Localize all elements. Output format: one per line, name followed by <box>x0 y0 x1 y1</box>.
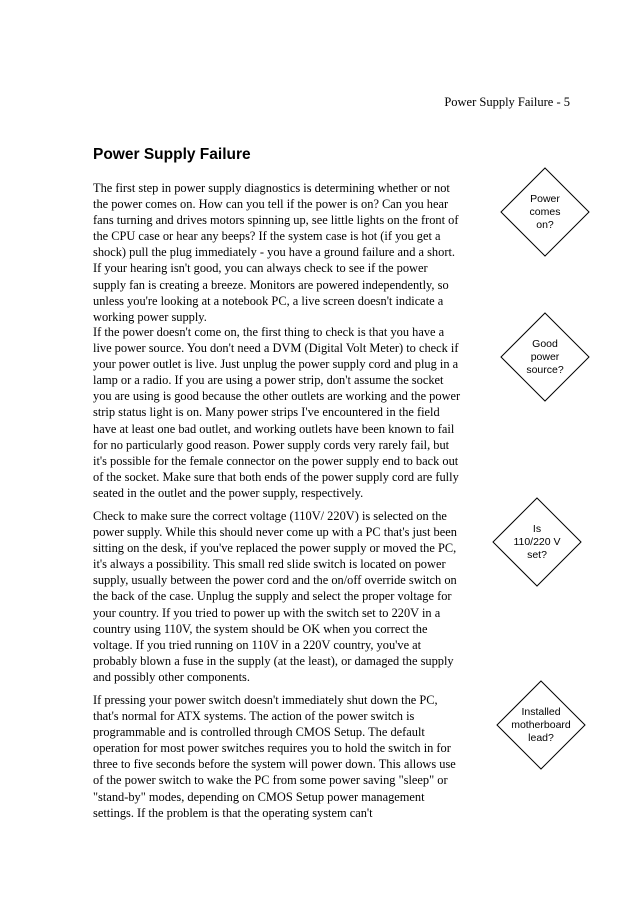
paragraph-power-source: If the power doesn't come on, the first thing to check is that you have a live power source. You don't need a DVM (Digital Volt Meter) to check if your power outlet is live. Just unplug the power supply cord and plug in a lamp or a radio. If you are using a power strip, don't assume the socket you are using is good because the other outlets are working and the power strip status light is on. Many power strips I've encountered in the field have at least one bad outlet, and working outlets have been known to fail for no particularly good reason. Power supply cords very rarely fail, but it's possible for the female connector on the power supply end to back out of the socket. Make sure that both ends of the power supply cord are fully seated in the outlet and the power supply, respectively. <box>93 325 461 500</box>
decision-label <box>510 189 580 235</box>
decision-diamond-power-on <box>500 167 590 257</box>
decision-label <box>510 334 580 380</box>
decision-label <box>502 519 572 565</box>
decision-line: Is <box>532 522 542 535</box>
decision-line: comes <box>529 205 561 218</box>
decision-line: 110/220 V <box>513 535 561 548</box>
paragraph-power-switch: If pressing your power switch doesn't immediately shut down the PC, that's normal for ATX systems. The action of the power switch is programmable and is controlled through CMOS Setup. The default operation for most power switches requires you to hold the switch in for three to five seconds before the system will power down. This allows use of the power switch to wake the PC from some power saving "sleep" or "stand-by" modes, depending on CMOS Setup power management settings. If the problem is that the operating system can't <box>93 693 456 820</box>
decision-line: Installed <box>521 705 561 718</box>
paragraph-power-check: The first step in power supply diagnostics is determining whether or not the power comes on. How can you tell if the power is on? Can you hear fans turning and drives motors spinning up, see little lights on the front of the CPU case or hear any beeps? If the system case is hot (if you get a shock) pull the plug immediately - you have a ground failure and a short. If your hearing isn't good, you can always check to see if the power supply fan is creating a breeze. Monitors are powered independently, so unless you're looking at a notebook PC, a live screen doesn't indicate a working power supply. <box>93 181 459 324</box>
section-title: Power Supply Failure <box>93 146 251 163</box>
decision-line: set? <box>527 548 547 561</box>
decision-line: Good <box>532 337 558 350</box>
decision-line: lead? <box>528 731 554 744</box>
decision-line: motherboard <box>511 718 571 731</box>
decision-diamond-motherboard-lead <box>496 680 586 770</box>
running-header: Power Supply Failure - 5 <box>444 95 570 109</box>
paragraph-voltage-select: Check to make sure the correct voltage (110V/ 220V) is selected on the power supply. While this should never come up with a PC that's just been sitting on the desk, if you've replaced the power supply or moved the PC, it's always a possibility. This small red slide switch is located on power supply, usually between the power cord and the on/off override switch on the back of the case. Unplug the supply and select the proper voltage for your country. If you tried to power up with the switch set to 220V in a country using 110V, the system should be OK when you correct the voltage. If you tried running on 110V in a 220V country, you've at probably blown a fuse in the supply (at the least), or damaged the supply and possibly other components. <box>93 509 457 684</box>
decision-diamond-voltage <box>492 497 582 587</box>
decision-line: power <box>530 350 560 363</box>
decision-line: on? <box>536 218 554 231</box>
decision-diamond-power-source <box>500 312 590 402</box>
decision-line: Power <box>530 192 560 205</box>
decision-label <box>506 702 576 748</box>
decision-line: source? <box>526 363 564 376</box>
